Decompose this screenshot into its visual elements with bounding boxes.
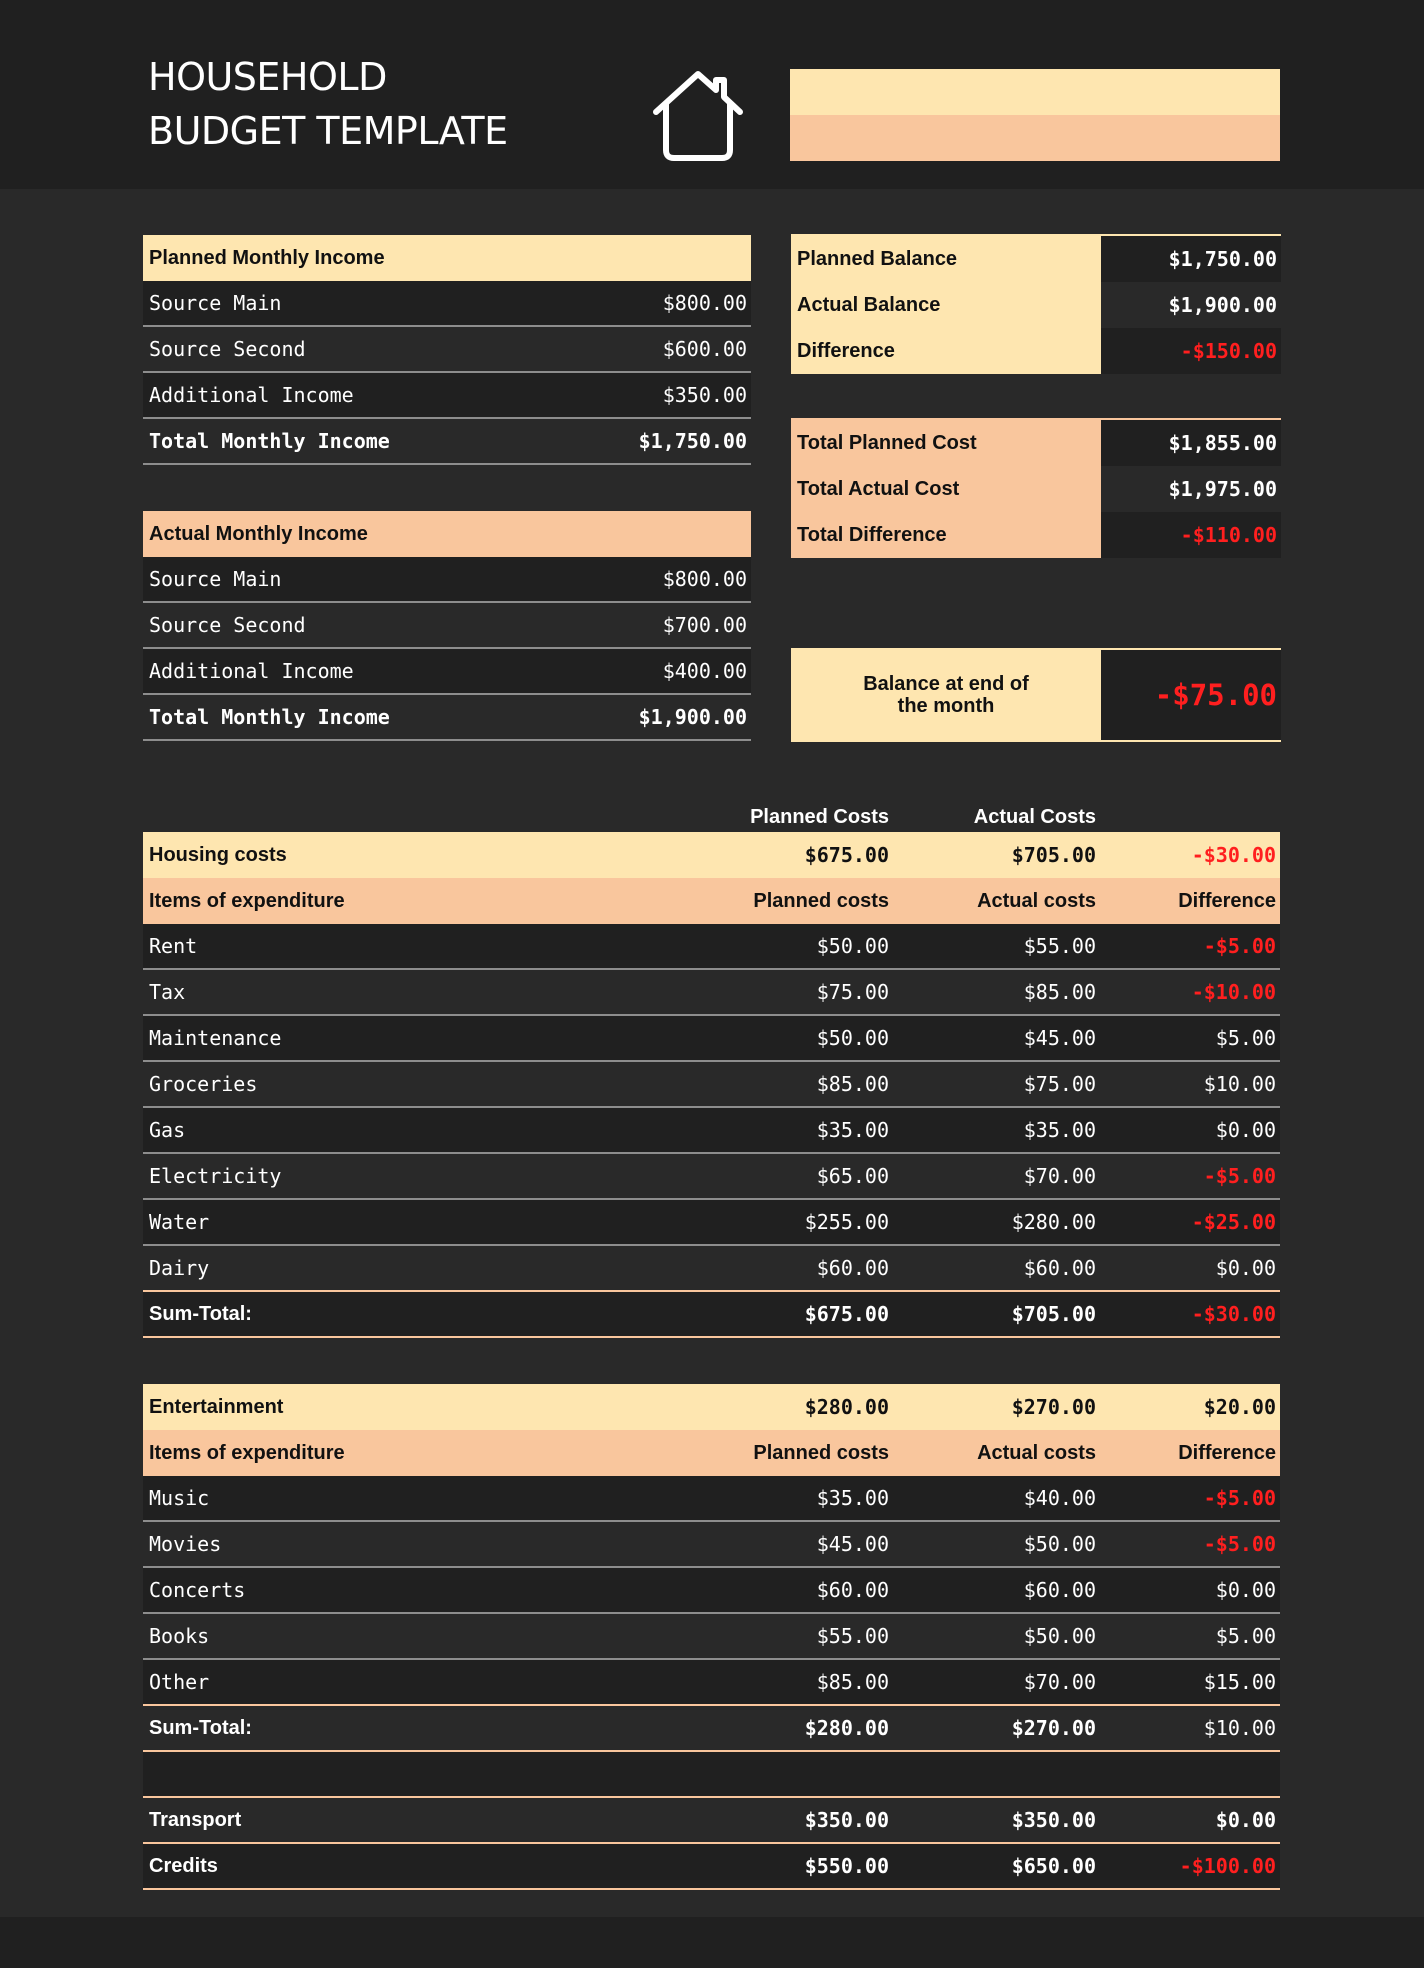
total-planned-cost-label: Total Planned Cost <box>797 431 977 454</box>
entertainment-summary-row: Entertainment $280.00 $270.00 $20.00 <box>143 1384 1280 1430</box>
table-row: Additional Income $400.00 <box>143 649 751 695</box>
actual-income-table <box>143 511 751 741</box>
total-difference-label: Total Difference <box>797 523 947 546</box>
cost-columns-header <box>143 806 1280 834</box>
actual-costs-column-header: Actual Costs <box>973 806 1096 828</box>
table-row: Rent $50.00 $55.00 -$5.00 <box>143 924 1280 970</box>
total-actual-cost-value: $1,975.00 <box>1101 466 1281 512</box>
end-balance-value: -$75.00 <box>1101 650 1281 740</box>
actual-balance-value: $1,900.00 <box>1101 282 1281 328</box>
planned-income-heading: Planned Monthly Income <box>143 235 751 281</box>
housing-column-headers: Items of expenditure Planned costs Actual costs Difference <box>143 878 1280 924</box>
table-row: Groceries $85.00 $75.00 $10.00 <box>143 1062 1280 1108</box>
table-row: Music $35.00 $40.00 -$5.00 <box>143 1476 1280 1522</box>
credits-row: Credits $550.00 $650.00 -$100.00 <box>143 1844 1280 1890</box>
planned-income-table <box>143 235 751 465</box>
table-row: Source Main $800.00 <box>143 557 751 603</box>
planned-costs-column-header: Planned Costs <box>750 806 889 828</box>
table-row: Tax $75.00 $85.00 -$10.00 <box>143 970 1280 1016</box>
header <box>0 0 1424 189</box>
table-row: Books $55.00 $50.00 $5.00 <box>143 1614 1280 1660</box>
end-balance-box <box>791 648 1281 742</box>
actual-income-heading: Actual Monthly Income <box>143 511 751 557</box>
table-row: Additional Income $350.00 <box>143 373 751 419</box>
table-row: Other $85.00 $70.00 $15.00 <box>143 1660 1280 1706</box>
page-title: HOUSEHOLD BUDGET TEMPLATE <box>148 55 508 153</box>
total-difference-value: -$110.00 <box>1101 512 1281 558</box>
table-row: Source Second $700.00 <box>143 603 751 649</box>
table-row: Water $255.00 $280.00 -$25.00 <box>143 1200 1280 1246</box>
header-band-peach <box>790 115 1280 161</box>
sum-total-row: Sum-Total: $675.00 $705.00 -$30.00 <box>143 1292 1280 1338</box>
total-row: Total Monthly Income $1,750.00 <box>143 419 751 465</box>
table-row: Source Main $800.00 <box>143 281 751 327</box>
empty-row <box>143 1752 1280 1798</box>
costs-summary <box>791 418 1281 558</box>
header-band-yellow <box>790 69 1280 115</box>
total-row: Total Monthly Income $1,900.00 <box>143 695 751 741</box>
table-row: Movies $45.00 $50.00 -$5.00 <box>143 1522 1280 1568</box>
entertainment-column-headers: Items of expenditure Planned costs Actual costs Difference <box>143 1430 1280 1476</box>
difference-label: Difference <box>797 339 895 362</box>
footer-band <box>0 1917 1424 1968</box>
planned-balance-value: $1,750.00 <box>1101 236 1281 282</box>
table-row: Dairy $60.00 $60.00 $0.00 <box>143 1246 1280 1292</box>
transport-row: Transport $350.00 $350.00 $0.00 <box>143 1798 1280 1844</box>
balance-summary <box>791 234 1281 374</box>
table-row: Electricity $65.00 $70.00 -$5.00 <box>143 1154 1280 1200</box>
table-row: Source Second $600.00 <box>143 327 751 373</box>
end-balance-label: Balance at end of the month <box>791 650 1101 740</box>
housing-costs-table <box>143 832 1280 1338</box>
table-row: Maintenance $50.00 $45.00 $5.00 <box>143 1016 1280 1062</box>
table-row: Concerts $60.00 $60.00 $0.00 <box>143 1568 1280 1614</box>
planned-balance-label: Planned Balance <box>797 247 958 270</box>
sum-total-row: Sum-Total: $280.00 $270.00 $10.00 <box>143 1706 1280 1752</box>
housing-costs-summary-row: Housing costs $675.00 $705.00 -$30.00 <box>143 832 1280 878</box>
difference-value: -$150.00 <box>1101 328 1281 374</box>
actual-balance-label: Actual Balance <box>797 293 941 316</box>
total-actual-cost-label: Total Actual Cost <box>797 477 960 500</box>
table-row: Gas $35.00 $35.00 $0.00 <box>143 1108 1280 1154</box>
house-icon <box>650 66 746 162</box>
total-planned-cost-value: $1,855.00 <box>1101 420 1281 466</box>
entertainment-table <box>143 1384 1280 1890</box>
